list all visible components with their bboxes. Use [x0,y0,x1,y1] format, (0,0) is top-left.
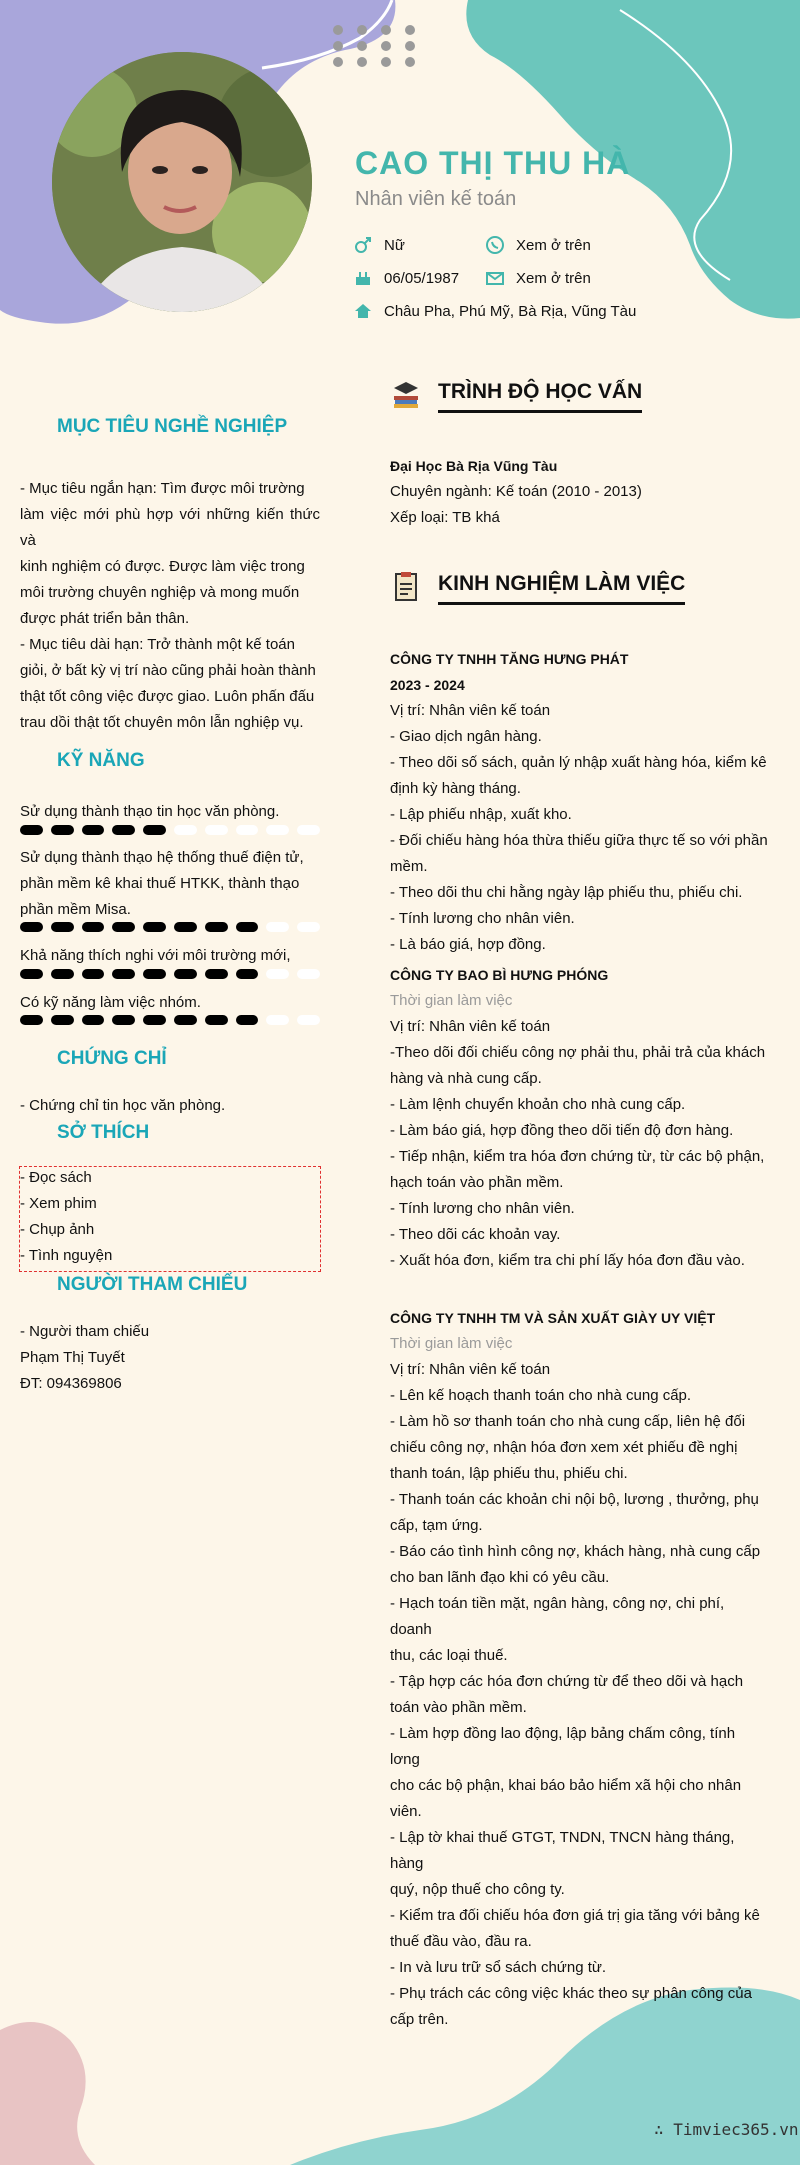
skill-level-segment [20,922,43,932]
candidate-name: CAO THỊ THU HÀ [355,145,631,181]
job-line: Vị trí: Nhân viên kế toán [390,702,551,719]
school-name: Đại Học Bà Rịa Vũng Tàu [390,458,558,474]
skill-level-segment [51,825,74,835]
skill-text: Sử dụng thành thạo tin học văn phòng. [20,803,280,820]
objective-line: - Mục tiêu dài hạn: Trở thành một kế toán [20,636,295,653]
skill-text: phần mềm kê khai thuế HTKK, thành thạo [20,875,300,892]
skill-level-segment [112,969,135,979]
objective-line: kinh nghiệm có được. Được làm việc trong [20,558,305,575]
skill-level-segment [112,922,135,932]
job-line: thanh toán, lập phiếu thu, phiếu chi. [390,1465,628,1482]
job-line: - Làm hợp đồng lao động, lập bảng chấm công, tính lơng [390,1725,736,1768]
skill-level-segment [82,825,105,835]
job-line: - Làm báo giá, hợp đồng theo dõi tiến độ đơn hàng. [390,1122,734,1139]
skill-level-segment [205,1015,228,1025]
education-major: Chuyên ngành: Kế toán (2010 - 2013) [390,483,642,500]
brand-text: Timviec365.vn [673,2120,799,2139]
hobby-item: - Chụp ảnh [20,1221,95,1238]
job-line: cấp trên. [390,2011,449,2028]
job-line: toán vào phần mềm. [390,1699,527,1716]
objective-title: MỤC TIÊU NGHỀ NGHIỆP [57,416,288,437]
job-line: - Lập phiếu nhập, xuất kho. [390,806,572,823]
job-line: - Tập hợp các hóa đơn chứng từ để theo dõi và hạch [390,1673,744,1690]
job-line: định kỳ hàng tháng. [390,780,521,797]
job-line: - Báo cáo tình hình công nợ, khách hàng, nhà cung cấp [390,1543,761,1560]
company-name: CÔNG TY TNHH TM VÀ SẢN XUẤT GIÀY UY VIỆT [390,1310,716,1326]
profile-photo [52,52,312,312]
education-block [390,453,768,531]
footer-brand [654,2120,799,2139]
job-line: - Hạch toán tiền mặt, ngân hàng, công nợ, chi phí, doanh [390,1595,725,1638]
job-line: - Theo dõi thu chi hằng ngày lập phiếu thu, phiếu chi. [390,884,743,901]
hobbies-title: SỞ THÍCH [57,1122,150,1143]
skill-text: Khả năng thích nghi với môi trường mới, [20,947,291,964]
gender-icon [352,234,374,256]
job-period: Thời gian làm việc [390,992,513,1009]
job-line: - Phụ trách các công việc khác theo sự phân công của [390,1985,752,2002]
job-period: Thời gian làm việc [390,1335,513,1352]
job-line: - Kiểm tra đối chiếu hóa đơn giá trị gia tăng với bảng kê [390,1907,760,1924]
skill-level-segment [297,969,320,979]
objective-text [20,476,320,736]
job-line: chiếu công nợ, nhận hóa đơn xem xét phiếu đề nghị [390,1439,738,1456]
job-line: - Tiếp nhận, kiểm tra hóa đơn chứng từ, từ các bộ phận, [390,1148,765,1165]
skill-level-segment [51,969,74,979]
skill-item [20,990,320,1016]
job-line: - Là báo giá, hợp đồng. [390,936,546,953]
objective-line: giỏi, ở bất kỳ vị trí nào cũng phải hoàn thành [20,662,316,679]
skill-level-segment [297,1015,320,1025]
home-icon [352,300,374,322]
job-line: - Tính lương cho nhân viên. [390,1200,575,1217]
references-title: NGƯỜI THAM CHIẾU [57,1274,248,1295]
skill-level-segment [174,825,197,835]
job-line: -Theo dõi đối chiếu công nợ phải thu, phải trả của khách [390,1044,766,1061]
job-line: - Làm hồ sơ thanh toán cho nhà cung cấp, liên hệ đối [390,1413,746,1430]
job-line: Vị trí: Nhân viên kế toán [390,1361,551,1378]
skill-level-segment [174,922,197,932]
job-line: thu, các loại thuế. [390,1647,508,1664]
job-line: thuế đầu vào, đầu ra. [390,1933,532,1950]
skill-level-segment [266,969,289,979]
skill-level-segment [112,1015,135,1025]
reference-line: - Người tham chiếu [20,1323,150,1340]
hobby-item: - Xem phim [20,1195,97,1212]
phone-text: Xem ở trên [516,236,591,254]
skill-level-segment [266,1015,289,1025]
certificate-item: - Chứng chỉ tin học văn phòng. [20,1097,226,1114]
skill-level-segment [82,922,105,932]
education-heading [390,378,642,415]
job-period: 2023 - 2024 [390,677,465,693]
graduation-cap-icon [390,378,422,415]
skill-level-segment [174,969,197,979]
job-line: - Đối chiếu hàng hóa thừa thiếu giữa thực tế so với phần [390,832,768,849]
skill-level-segment [205,922,228,932]
references-text [20,1319,320,1397]
job-block [390,1305,768,2033]
objective-line: môi trường chuyên nghiệp và mong muốn [20,584,300,601]
skill-level-segment [236,825,259,835]
skill-level-segment [174,1015,197,1025]
skill-level-segment [236,922,259,932]
job-line: - In và lưu trữ sổ sách chứng từ. [390,1959,607,1976]
job-line: Vị trí: Nhân viên kế toán [390,1018,551,1035]
skill-level-bar [20,825,320,837]
job-line: cấp, tạm ứng. [390,1517,483,1534]
birthday-cake-icon [352,267,374,289]
skill-level-segment [143,969,166,979]
skill-level-segment [143,1015,166,1025]
experience-title: KINH NGHIỆM LÀM VIỆC [438,572,685,605]
skill-level-segment [82,969,105,979]
skill-text: phần mềm Misa. [20,901,131,918]
job-line: - Tính lương cho nhân viên. [390,910,575,927]
job-line: - Giao dịch ngân hàng. [390,728,542,745]
skill-item [20,845,320,923]
skill-level-segment [236,1015,259,1025]
job-line: cho các bộ phận, khai báo bảo hiểm xã hội cho nhân [390,1777,742,1794]
job-line: - Thanh toán các khoản chi nội bộ, lương , thưởng, phụ [390,1491,759,1508]
objective-line: trau dồi thật tốt chuyên môn lẫn nghiệp vụ. [20,714,304,731]
job-line: quý, nộp thuế cho công ty. [390,1881,565,1898]
education-grade: Xếp loại: TB khá [390,509,500,526]
clipboard-icon [390,570,422,607]
skill-item [20,943,320,969]
skill-level-segment [20,825,43,835]
job-line: hàng và nhà cung cấp. [390,1070,542,1087]
email-row [484,267,591,289]
objective-line: thật tốt công việc được giao. Luôn phấn đấu [20,688,315,705]
skill-level-bar [20,969,320,981]
education-title: TRÌNH ĐỘ HỌC VẤN [438,380,642,413]
gender-text: Nữ [384,236,405,254]
job-line: viên. [390,1803,422,1820]
dob-text: 06/05/1987 [384,269,460,287]
skill-level-bar [20,922,320,934]
envelope-icon [484,267,506,289]
skill-text: Sử dụng thành thạo hệ thống thuế điện tử, [20,849,304,866]
job-line: mềm. [390,858,428,875]
phone-row [484,234,591,256]
skill-level-segment [20,1015,43,1025]
gender-row [352,234,405,256]
skill-level-segment [236,969,259,979]
company-name: CÔNG TY BAO BÌ HƯNG PHÓNG [390,967,609,983]
reference-line: ĐT: 094369806 [20,1375,122,1392]
address-text: Châu Pha, Phú Mỹ, Bà Rịa, Vũng Tàu [384,302,637,320]
skill-level-segment [205,969,228,979]
email-text: Xem ở trên [516,269,591,287]
job-line: hạch toán vào phần mềm. [390,1174,564,1191]
job-block [390,962,768,1274]
skill-level-segment [205,825,228,835]
dob-row [352,267,459,289]
experience-heading [390,570,685,607]
skills-title: KỸ NĂNG [57,750,145,771]
job-line: - Xuất hóa đơn, kiểm tra chi phí lấy hóa đơn đầu vào. [390,1252,745,1269]
job-line: - Lập tờ khai thuế GTGT, TNDN, TNCN hàng tháng, hàng [390,1829,735,1872]
job-line: - Theo dõi các khoản vay. [390,1226,561,1243]
hobby-item: - Đọc sách [20,1169,92,1186]
skill-level-segment [297,922,320,932]
objective-line: được phát triển bản thân. [20,610,190,627]
objective-line: làm việc mới phù hợp với những kiến thức và [20,506,320,549]
skill-level-segment [51,1015,74,1025]
skill-level-segment [20,969,43,979]
skill-level-segment [266,922,289,932]
logo-mark: ∴ [654,2120,664,2139]
job-line: - Lên kế hoạch thanh toán cho nhà cung cấp. [390,1387,692,1404]
skill-level-segment [143,922,166,932]
phone-icon [484,234,506,256]
skill-level-segment [297,825,320,835]
job-line: - Làm lệnh chuyển khoản cho nhà cung cấp. [390,1096,686,1113]
company-name: CÔNG TY TNHH TĂNG HƯNG PHÁT [390,651,629,667]
skill-level-segment [51,922,74,932]
job-line: - Theo dõi số sách, quản lý nhập xuất hàng hóa, kiểm kê [390,754,767,771]
skill-item [20,799,320,825]
skill-level-segment [143,825,166,835]
address-row [352,300,636,322]
hobby-item: - Tình nguyện [20,1247,113,1264]
reference-line: Phạm Thị Tuyết [20,1349,125,1366]
job-line: cho ban lãnh đạo khi có yêu cầu. [390,1569,610,1586]
skill-level-segment [266,825,289,835]
objective-line: - Mục tiêu ngắn hạn: Tìm được môi trường [20,480,305,497]
job-block [390,646,768,958]
certificates-title: CHỨNG CHỈ [57,1048,167,1069]
skill-text: Có kỹ năng làm việc nhóm. [20,994,201,1011]
skill-level-bar [20,1015,320,1027]
skill-level-segment [112,825,135,835]
candidate-role: Nhân viên kế toán [355,188,517,210]
skill-level-segment [82,1015,105,1025]
